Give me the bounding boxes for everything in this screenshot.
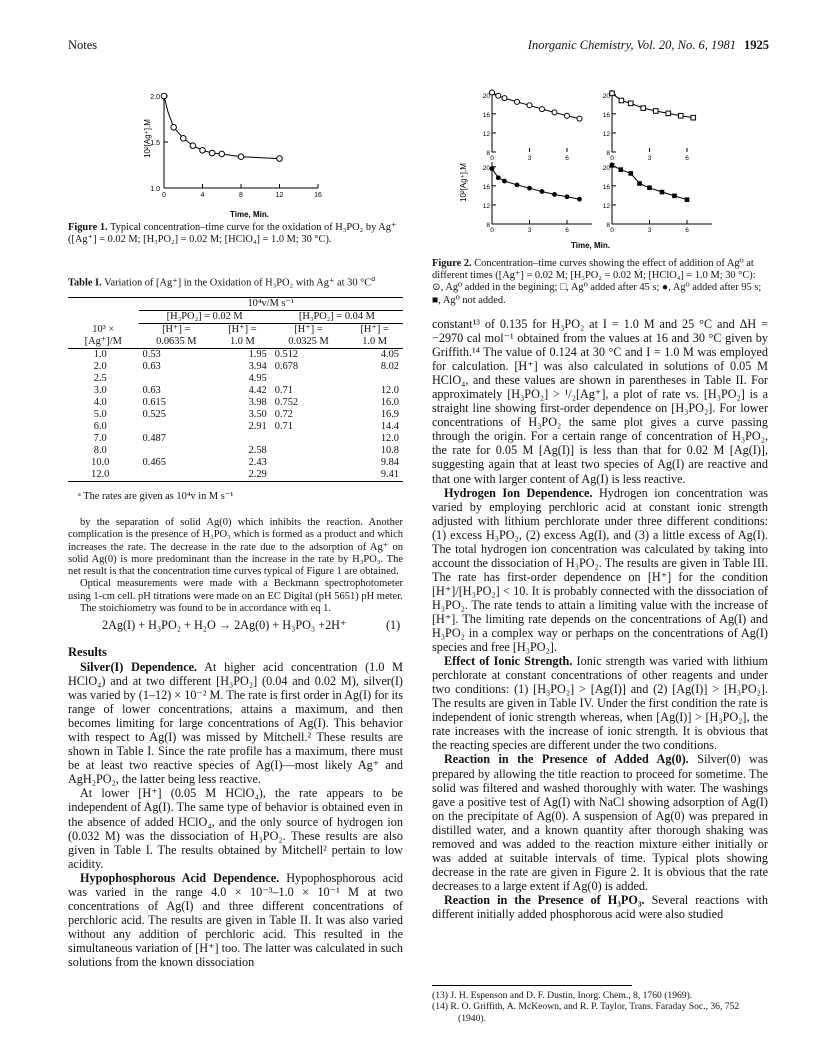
figure1-xtick-label: 16 — [314, 192, 322, 199]
figure1-xtick-label: 8 — [239, 192, 243, 199]
table1-col1a: [H⁺] = — [162, 324, 191, 335]
table-cell: 6.0 — [93, 421, 107, 432]
table-cell: 4.95 — [248, 373, 267, 384]
figure2-point — [565, 194, 570, 199]
figure2-point — [490, 90, 495, 95]
equation-1-number: (1) — [386, 618, 401, 632]
figure2-point — [691, 115, 696, 120]
figure2-point — [619, 98, 624, 103]
table-cell: 12.0 — [380, 385, 399, 396]
table-cell: 2.91 — [248, 421, 267, 432]
left-experimental-text — [68, 517, 403, 615]
table-cell: 10.8 — [380, 445, 399, 456]
paragraph: by the separation of solid Ag(0) which inhibits the reaction. Another complication is the presence of H₃PO₃ which is formed as a product and which increases the rate. The decrease in the rate due to the adsorption of Ag⁺ on solid Ag(0) is more predominant than the increase in the rate by H₃PO₃. The net result is that the concentration time curves typical of Figure 1 are obtained. — [68, 517, 403, 578]
paragraph: Optical measurements were made with a Beckmann spectrophotometer using 1-cm cell. pH titrations were made on an EC Digital (pH 5651) pH meter. — [68, 578, 403, 602]
paragraph — [68, 871, 403, 969]
figure1-ytick-label: 1.0 — [150, 186, 160, 193]
run-in-heading: Hydrogen Ion Dependence. — [444, 485, 593, 500]
table-cell: 12.0 — [380, 433, 399, 444]
table-row — [68, 373, 403, 385]
figure1-xtick-label: 12 — [275, 192, 284, 199]
run-in-heading: Reaction in the Presence of Added Ag(0). — [444, 752, 689, 767]
figure1-point — [161, 93, 167, 99]
footnotes — [432, 990, 768, 1024]
footnote-13: (13) J. H. Espenson and D. F. Dustin, Inorg. Chem., 8, 1760 (1969). — [432, 990, 693, 1001]
table-cell: 8.0 — [93, 445, 107, 456]
table-cell — [139, 373, 215, 385]
figure1-point — [171, 124, 177, 130]
table-cell: 0.72 — [274, 409, 293, 420]
figure2-ytick-label: 12 — [482, 130, 490, 138]
figure2-point — [502, 96, 507, 101]
paragraph-text: Several reactions with different initially added phosphorous acid were also studied — [432, 892, 768, 921]
figure1-point — [190, 143, 196, 149]
table-cell — [271, 373, 347, 385]
figure1-point — [277, 156, 283, 162]
table1-col3b: 0.0325 M — [288, 336, 329, 347]
journal-citation: Inorganic Chemistry, Vol. 20, No. 6, 1981 — [527, 38, 736, 52]
figure2-ytick-label: 12 — [602, 202, 610, 210]
table-cell: 5.0 — [93, 409, 107, 420]
paragraph — [432, 317, 768, 486]
figure2-caption-text: Concentration–time curves showing the effect of addition of Ag⁰ at different times ([Ag⁺] = 0.02 M; [H₃PO₂ = 0.02 M; [HClO₄] = 1.0 M; 30 °C): ⊙, Ag⁰ added in the begining; □, Ag⁰ added after 45 s; ●, Ag⁰ added after 95 s; ■, Ag⁰ not added. — [432, 258, 762, 306]
table-cell: 7.0 — [93, 433, 107, 444]
table-cell: 0.678 — [274, 361, 299, 372]
equation-1: 2Ag(I) + H₃PO₂ + H₂O → 2Ag(0) + H₃PO₃ +2H⁺ — [102, 618, 347, 632]
figure2-chart — [450, 84, 740, 252]
figure2-point — [628, 171, 633, 176]
figure2-ytick-label: 20 — [602, 164, 610, 172]
table-cell: 8.02 — [380, 361, 399, 372]
paragraph-text: Hydrogen ion concentration was varied by employing perchloric acid at constant ionic strength adjusted with lithium perchlorate under three different conditions: (1) excess H₃PO₂, (2) excess Ag(I), and (3) a little excess of Ag(I). The total hydrogen ion concentration was calculated by taking into account the dissociation of H₃PO₂. The results are given in Table III. The rate has first-order dependence on [H⁺] for the condition [H⁺]/[H₃PO₂] < 10. It is probably connected with the dissociation of H₃PO₂. The rate tends to attain a limiting value with the increase of [H⁺]. The limiting rate depends on the concentrations of Ag(I) and H₃PO₂ in a complex way or perhaps on the concentrations of Ag(I) species and free [H₃PO₂]. — [432, 485, 768, 655]
figure2-point — [577, 116, 582, 121]
table-cell — [271, 433, 347, 445]
table-cell: 0.63 — [142, 361, 161, 372]
table-cell: 0.71 — [274, 385, 293, 396]
table1-footnote: ᵃ The rates are given as 10⁴v in M s⁻¹ — [78, 491, 234, 502]
figure2-point — [666, 111, 671, 116]
table-cell: 16.0 — [380, 397, 399, 408]
figure1-ylabel: 10²[Ag⁺],M — [143, 119, 152, 158]
figure1-caption-label: Figure 1. — [68, 222, 108, 233]
figure2-caption — [432, 258, 768, 307]
figure2-point — [653, 109, 658, 114]
figure1-xlabel: Time, Min. — [230, 210, 269, 219]
figure2-ytick-label: 20 — [482, 164, 490, 172]
table1-col1b: 0.0635 M — [156, 336, 197, 347]
figure2-xtick-label: 0 — [490, 227, 494, 234]
table1-col2a: [H⁺] = — [228, 324, 257, 335]
figure2-point — [496, 93, 501, 98]
figure2-ytick-label: 8 — [606, 222, 610, 229]
table-cell: 14.4 — [380, 421, 399, 432]
figure2-plots — [483, 90, 712, 234]
figure1-caption-text: Typical concentration–time curve for the oxidation of H₃PO₂ by Ag⁺ ([Ag⁺] = 0.02 M; [H₃PO₂] = 0.02 M; [HClO₄] = 1.0 M; 30 °C). — [68, 222, 397, 246]
figure2-ytick-label: 16 — [482, 111, 490, 119]
table-cell — [271, 469, 347, 482]
figure1-chart — [130, 86, 350, 220]
figure2-ytick-label: 16 — [602, 183, 610, 191]
table1-col0b: [Ag⁺]/M — [84, 336, 122, 347]
footnote-rule — [432, 985, 632, 986]
footnote-14: (14) R. O. Griffith, A. McKeown, and R. P. Taylor, Trans. Faraday Soc., 36, 752 (1940). — [432, 1001, 740, 1024]
run-in-heading: Silver(I) Dependence. — [80, 660, 198, 674]
run-in-heading: Reaction in the Presence of H₃PO₃. — [444, 892, 645, 907]
figure2-point — [685, 197, 690, 202]
table-cell: 10.0 — [91, 457, 110, 468]
table-row — [68, 385, 403, 397]
figure2-xtick-label: 0 — [610, 227, 614, 234]
table-cell: 0.63 — [142, 385, 161, 396]
table-cell: 0.512 — [274, 349, 299, 360]
table-cell: 9.41 — [380, 469, 399, 480]
table-cell: 2.0 — [93, 361, 107, 372]
table1-col0a: 10³ × — [92, 323, 115, 335]
figure2-caption-label: Figure 2. — [432, 258, 472, 269]
paragraph — [432, 654, 768, 752]
figure2-point — [628, 101, 633, 106]
table-row — [68, 409, 403, 421]
figure2-point — [672, 194, 677, 199]
figure2-point — [660, 190, 665, 195]
figure2-point — [515, 182, 520, 187]
figure2-ytick-label: 12 — [602, 130, 610, 138]
figure2-xtick-label: 0 — [490, 155, 494, 162]
paragraph-text: Ionic strength was varied with lithium perchlorate at constant concentrations of other reagents and under two conditions: (1) [H₃PO₂] > [Ag(I)] and (2) [Ag(I)] > [H₃PO₂]. The results are given in Table IV. Under the first condition the rate is independent of ionic strength whereas, when [Ag(I)] > [H₃PO₂], the rate increases with the increase of ionic strength. It is obvious that the reacting species are different under the two conditions. — [432, 654, 768, 753]
table-row — [68, 433, 403, 445]
figure1-ytick-label: 2.0 — [150, 94, 160, 101]
results-heading: Results — [68, 645, 107, 659]
table-cell: 3.98 — [248, 397, 267, 408]
figure2-xtick-label: 3 — [527, 155, 532, 162]
table-cell: 0.615 — [142, 397, 166, 408]
figure1-ytick-label: 1.5 — [150, 140, 160, 147]
figure2-ytick-label: 8 — [606, 150, 610, 157]
table1-col4b: 1.0 M — [362, 336, 388, 347]
table-cell: 12.0 — [91, 469, 110, 480]
table-cell: 2.29 — [248, 469, 267, 480]
run-in-heading: Hypophosphorous Acid Dependence. — [80, 870, 280, 885]
table-row — [68, 349, 403, 362]
figure1-series-line — [164, 96, 280, 159]
figure2-ytick-label: 12 — [482, 202, 490, 210]
figure2-point — [678, 113, 683, 118]
table1-col2b: 1.0 M — [229, 336, 255, 347]
figure2-point — [502, 179, 507, 184]
table1-col4a: [H⁺] = — [360, 324, 389, 335]
figure2-xlabel: Time, Min. — [571, 241, 610, 250]
figure2-ylabel: 10²[Ag⁺],M — [459, 163, 468, 202]
figure2-point — [610, 91, 615, 96]
table-cell: 0.71 — [274, 421, 293, 432]
table1-col3a: [H⁺] = — [294, 324, 323, 335]
figure2-xtick-label: 3 — [647, 227, 652, 234]
figure2-point — [496, 175, 501, 180]
table-row — [68, 421, 403, 433]
figure2-point — [618, 167, 623, 172]
figure1-point — [219, 151, 225, 157]
table-cell: 4.42 — [248, 385, 267, 396]
table-cell: 1.0 — [93, 349, 107, 360]
figure2-ytick-label: 8 — [486, 222, 490, 229]
figure2-xtick-label: 6 — [565, 155, 569, 162]
figure2-ytick-label: 16 — [602, 111, 610, 119]
figure2-point — [552, 192, 557, 197]
table-cell: 2.5 — [93, 373, 107, 384]
table-cell: 0.53 — [142, 349, 161, 360]
figure2-point — [641, 106, 646, 111]
table1-span-header: 10⁴v/M s⁻¹ — [139, 298, 403, 311]
table-cell — [271, 445, 347, 457]
table-cell: 4.0 — [93, 397, 107, 408]
figure2-xtick-label: 6 — [685, 155, 689, 162]
table-cell: 3.0 — [93, 385, 107, 396]
paragraph: The stoichiometry was found to be in accordance with eq 1. — [80, 603, 332, 615]
table-cell: 1.95 — [248, 349, 267, 360]
paragraph-text: Hypophosphorous acid was varied in the range 4.0 × 10⁻³–1.0 × 10⁻¹ M at two concentrations of Ag(I) and three different concentrations of perchloric acid. The results are given in Table II. It was also varied without any addition of perchloric acid. This resulted in the simultaneous variation of [H⁺] too. The latter was calculated in such solutions from the known dissociation — [68, 870, 403, 969]
figure2-xtick-label: 3 — [647, 155, 652, 162]
figure2-point — [565, 113, 570, 118]
left-results-text — [68, 660, 403, 969]
table1-title — [68, 273, 403, 290]
table-row — [68, 457, 403, 469]
table-cell: 4.05 — [380, 349, 399, 360]
paragraph-text: At lower [H⁺] (0.05 M HClO₄), the rate appears to be independent of Ag(I). The same type of behavior is obtained even in the absence of added HClO₄, and the only source of hydrogen ion (0.032 M) was the dissociation of H₃PO₂. These results are also given in Table I. The results obtained by Mitchell² pertain to low acidity. — [68, 786, 403, 871]
table-cell — [214, 433, 271, 445]
table-row — [68, 445, 403, 457]
table-row — [68, 469, 403, 482]
table1-title-text: Variation of [Ag⁺] in the Oxidation of H₃PO₂ with Ag⁺ at 30 °C — [104, 277, 372, 289]
table1-group2: [H₃PO₂] = 0.04 M — [271, 311, 403, 324]
table-cell — [139, 421, 215, 433]
table-row — [68, 397, 403, 409]
paragraph — [68, 786, 403, 870]
paragraph-text: constant¹³ of 0.135 for H₃PO₂ at I = 1.0 M and 25 °C and ΔH = −2970 cal mol⁻¹ obtained from the values at 16 and 30 °C given by Griffith.¹⁴ The value of 0.124 at 30 °C and I = 1.0 M was employed for calculation. [H⁺] was also calculated in solutions of 0.05 M HClO₄, and these values are shown in parentheses in Table II. For approximately [H₃PO₂] > ¹/₂[Ag⁺], a plot of rate vs. [H₃PO₂] is a straight line showing first-order dependence on [H₃PO₂]. For lower concentrations of H₃PO₂ the same plot gives a curve passing through the origin. For a certain range of concentration of H₃PO₂, the rate for 0.05 M [Ag(I)] is less than that for 0.02 M [Ag(I)], suggesting again that at least two species of Ag(I) are reactive and that one with larger content of Ag(I) is less reactive. — [432, 317, 768, 486]
table1 — [68, 297, 403, 482]
table1-title-sup: a — [371, 274, 376, 283]
figure2-xtick-label: 0 — [610, 155, 614, 162]
figure2-point — [610, 163, 615, 168]
figure2-point — [647, 185, 652, 190]
figure1-point — [238, 154, 244, 160]
figure2-xtick-label: 3 — [527, 227, 532, 234]
paragraph — [432, 486, 768, 655]
figure1-xtick-label: 0 — [162, 192, 166, 199]
figure2-point — [515, 99, 520, 104]
figure1-caption — [68, 222, 403, 246]
table-cell — [271, 457, 347, 469]
table1-group1: [H₃PO₂] = 0.02 M — [139, 311, 271, 324]
table-cell: 2.43 — [248, 457, 267, 468]
figure1-xtick-label: 4 — [200, 192, 205, 199]
figure2-point — [540, 107, 545, 112]
table1-body — [68, 349, 403, 482]
table-cell — [139, 469, 215, 482]
run-in-heading: Effect of Ionic Strength. — [444, 654, 573, 669]
figure2-point — [637, 181, 642, 186]
table-cell: 3.94 — [248, 361, 267, 372]
running-header-right — [528, 38, 769, 53]
table-cell: 0.465 — [142, 457, 166, 468]
page-number: 1925 — [744, 38, 769, 52]
figure2-ytick-label: 16 — [482, 183, 490, 191]
table-cell: 3.50 — [248, 409, 267, 420]
paragraph — [432, 752, 768, 892]
table-cell: 0.752 — [274, 397, 299, 408]
figure2-point — [527, 186, 532, 191]
figure2-point — [490, 166, 495, 171]
figure2-point — [527, 103, 532, 108]
figure2-ytick-label: 20 — [602, 92, 610, 100]
figure2-point — [577, 197, 582, 202]
running-header-left: Notes — [68, 38, 98, 52]
paragraph — [432, 893, 768, 921]
table-cell: 2.58 — [248, 445, 267, 456]
table-cell: 16.9 — [380, 409, 399, 420]
figure1-point — [200, 147, 206, 153]
figure1-point — [209, 150, 215, 156]
figure1-plot — [150, 93, 322, 199]
paragraph-text: At higher acid concentration (1.0 M HClO₄) and at two different [H₃PO₂] (0.04 and 0.02 M), silver(I) was varied by (1–12) × 10⁻² M. The rate is first order in Ag(I) for its range of lower concentrations, attains a maximum, and then becomes limiting for large concentrations of Ag(I). This behavior with respect to Ag(I) was missed by Mitchell.² These results are shown in Table I. Since the rate profile has a maximum, there must be at least two reactive species of Ag(I)—most likely Ag⁺ and AgH₂PO₂, the latter being less reactive. — [68, 660, 403, 787]
paragraph-text: Silver(0) was prepared by allowing the title reaction to proceed for sometime. The solid was filtered and washed thoroughly with water. The washings gave a positive test of Ag(I) with NaCl showing adsorption of Ag(I) on the precipitate of Ag(0). A suspension of Ag(0) was prepared in distilled water, and a known quantity after thorough shaking was removed and was added to the reaction mixture either initially or was added at suitable intervals of time. Typical plots showing decrease in the rate are given in Figure 2. It is obvious that the rate decreases to a large extent if Ag(0) is added. — [432, 752, 768, 893]
right-column-text — [432, 317, 768, 921]
figure1-point — [180, 136, 186, 142]
table-cell: 0.487 — [142, 433, 166, 444]
table-cell: 0.525 — [142, 409, 166, 420]
table-cell — [346, 373, 403, 385]
table-row — [68, 361, 403, 373]
figure2-ytick-label: 8 — [486, 150, 490, 157]
table1-title-label: Table I. — [68, 277, 102, 289]
table-cell: 9.84 — [380, 457, 399, 468]
figure2-ytick-label: 20 — [482, 92, 490, 100]
table-cell — [139, 445, 215, 457]
figure2-point — [540, 189, 545, 194]
paragraph — [68, 660, 403, 786]
figure2-xtick-label: 6 — [565, 227, 569, 234]
figure2-xtick-label: 6 — [685, 227, 689, 234]
figure2-point — [552, 110, 557, 115]
